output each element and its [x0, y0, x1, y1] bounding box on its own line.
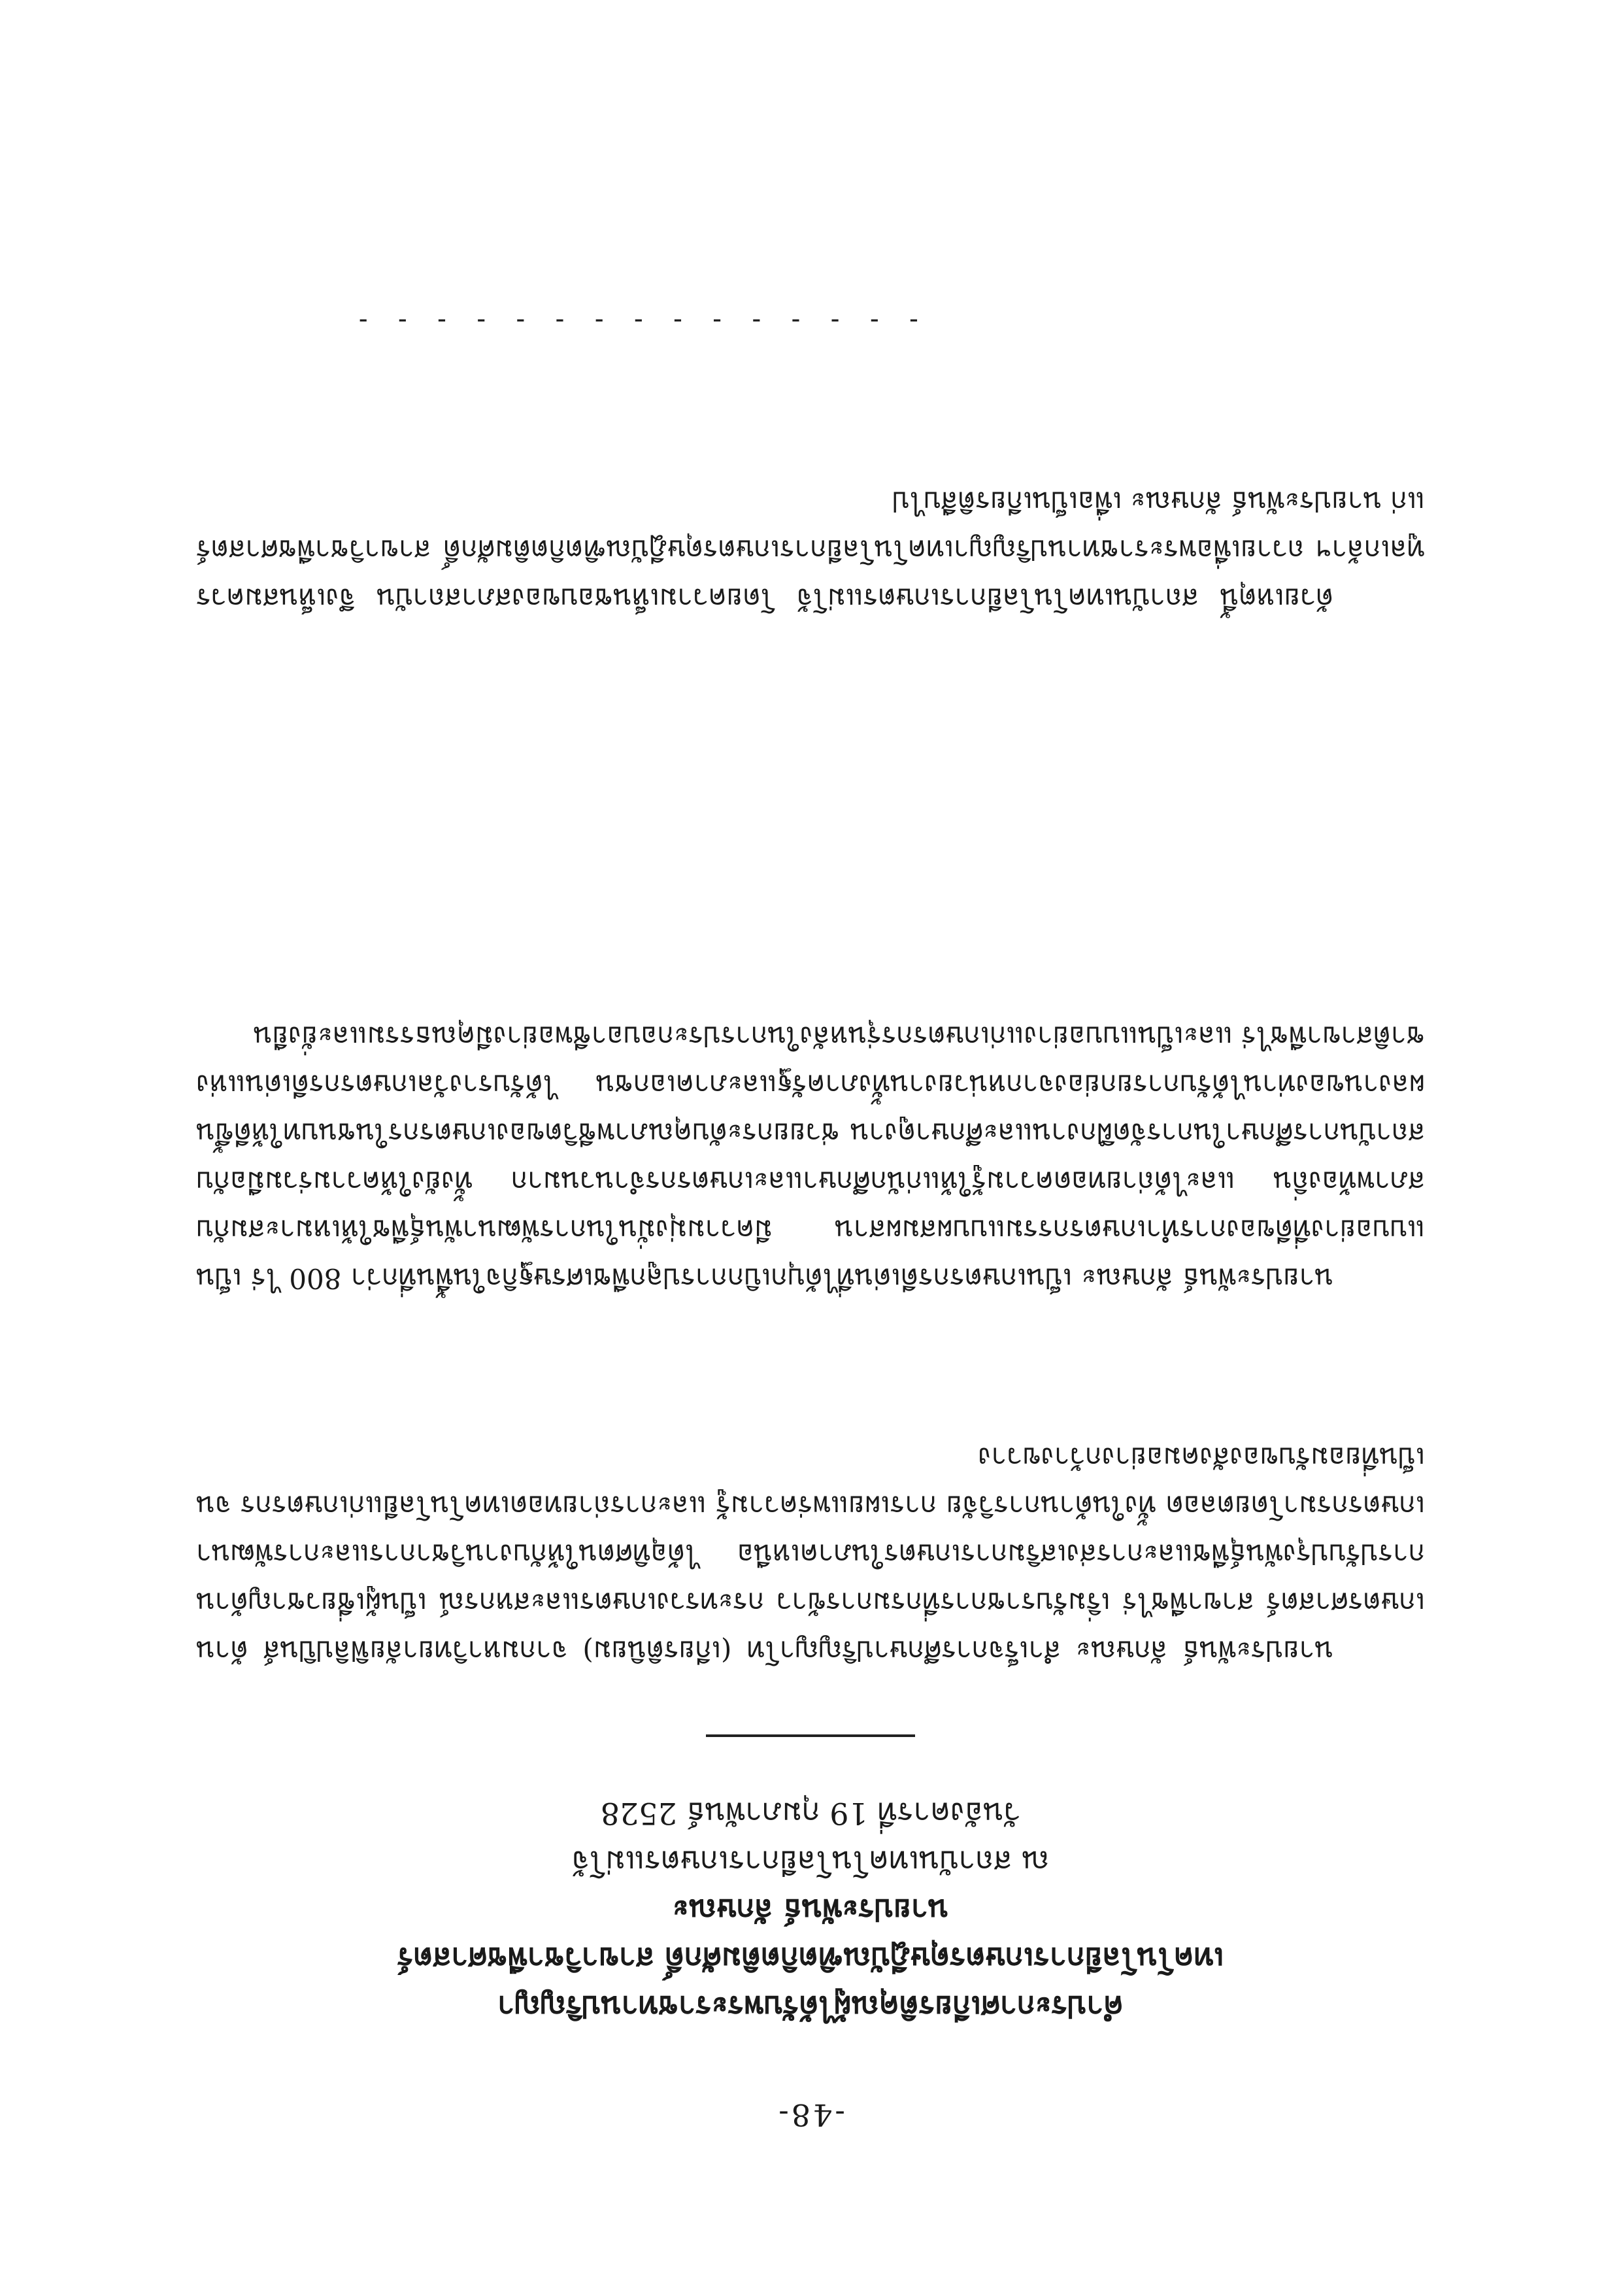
- paragraph-text: นายประพันธ์ ลักษณะ เป็นเกษตรกรดีเด่นที่ได้บุกเบิกการปลูกพืชเศรษฐกิจในพื้นที่กว่า 800 ไร่ เป็นแบบอย่างที่ดีของการทำเกษตรกรรมแบบผสมผสาน มีความมุ่งมั่นในการพัฒนาพันธุ์พืชให้เหมาะสมกับสภาพท้องถิ่น และได้ถ่ายทอดความรู้ให้แก่นักศึกษาและเกษตรกรจำนวนมาก ทั้งยังให้ความร่วมมือกับสถาบันการศึกษาในการจัดฝึกงานและศึกษาดูงาน ช่วยยกระดับคุณภาพชีวิตของเกษตรกรในชนบทให้ดีขึ้น ผลงานของท่านได้รับการยกย่องจากหน่วยงานทั้งภาครัฐและภาคเอกชน ได้รับรางวัลเกษตรกรดีเด่นแห่งชาติสาขาพืชไร่ และเป็นแบบอย่างแก่เกษตรกรรุ่นหลังในการประกอบอาชีพอย่างมีคุณธรรมและยั่งยืน: [196, 1021, 1425, 1294]
- heading-degree: เทคโนโลยีการเกษตรดุษฎีบัณฑิตกิตติมศักดิ์ สาขาวิชาพืชศาสตร์: [397, 1941, 1224, 1976]
- paragraph-2: [196, 1012, 1425, 1302]
- paragraph-text: นายประพันธ์ ลักษณะ สำเร็จการศึกษาปริญญาโท (เกียรตินิยม) จากมหาวิทยาลัยฟิลิปปินส์ ด้านเกษตรศาสตร์ สาขาพืชไร่ เริ่มรับราชการที่กรมการข้าว กระทรวงเกษตรและสหกรณ์ เป็นผู้เชี่ยวชาญด้านการปรับปรุงพันธุ์พืชและการส่งเสริมการเกษตรในภาคเหนือ ได้อุทิศตนให้กับงานวิชาการและการพัฒนาเกษตรกรมาโดยตลอด ทั้งในด้านการวิจัย การเผยแพร่ความรู้ และการถ่ายทอดเทคโนโลยีแก่เกษตรกร จนเป็นที่ยอมรับของสังคมอย่างกว้างขวาง: [196, 1442, 1425, 1667]
- heading-recipient: นายประพันธ์ ลักษณะ: [672, 1893, 949, 1928]
- paragraph-3: [196, 477, 1425, 622]
- paragraph-1: [196, 1433, 1425, 1675]
- heading-institution: ณ สถาบันเทคโนโลยีการเกษตรแม่โจ้: [571, 1844, 1050, 1880]
- paragraph-text: ด้วยเหตุนี้ สถาบันเทคโนโลยีการเกษตรแม่โจ้ โดยความเห็นชอบของสภาสถาบัน จึงเห็นสมควรทูลเกล้าฯ ถวายเพื่อพระราชทานปริญญาเทคโนโลยีการเกษตรดุษฎีบัณฑิตกิตติมศักดิ์ สาขาวิชาพืชศาสตร์ แก่ นายประพันธ์ ลักษณะ เพื่อเป็นเกียรติสืบไป: [196, 486, 1425, 615]
- citation-heading: [196, 1789, 1425, 2031]
- closing-separator: - - - - - - - - - - - - - - -: [351, 307, 922, 337]
- heading-divider: [706, 1734, 915, 1737]
- page-number: -48-: [776, 2097, 845, 2133]
- heading-date: วันอังคารที่ 19 กุมภาพันธ์ 2528: [600, 1796, 1021, 1831]
- heading-title: คำประกาศเกียรติคุณผู้ได้รับพระราชทานปริญญา: [497, 1989, 1124, 2025]
